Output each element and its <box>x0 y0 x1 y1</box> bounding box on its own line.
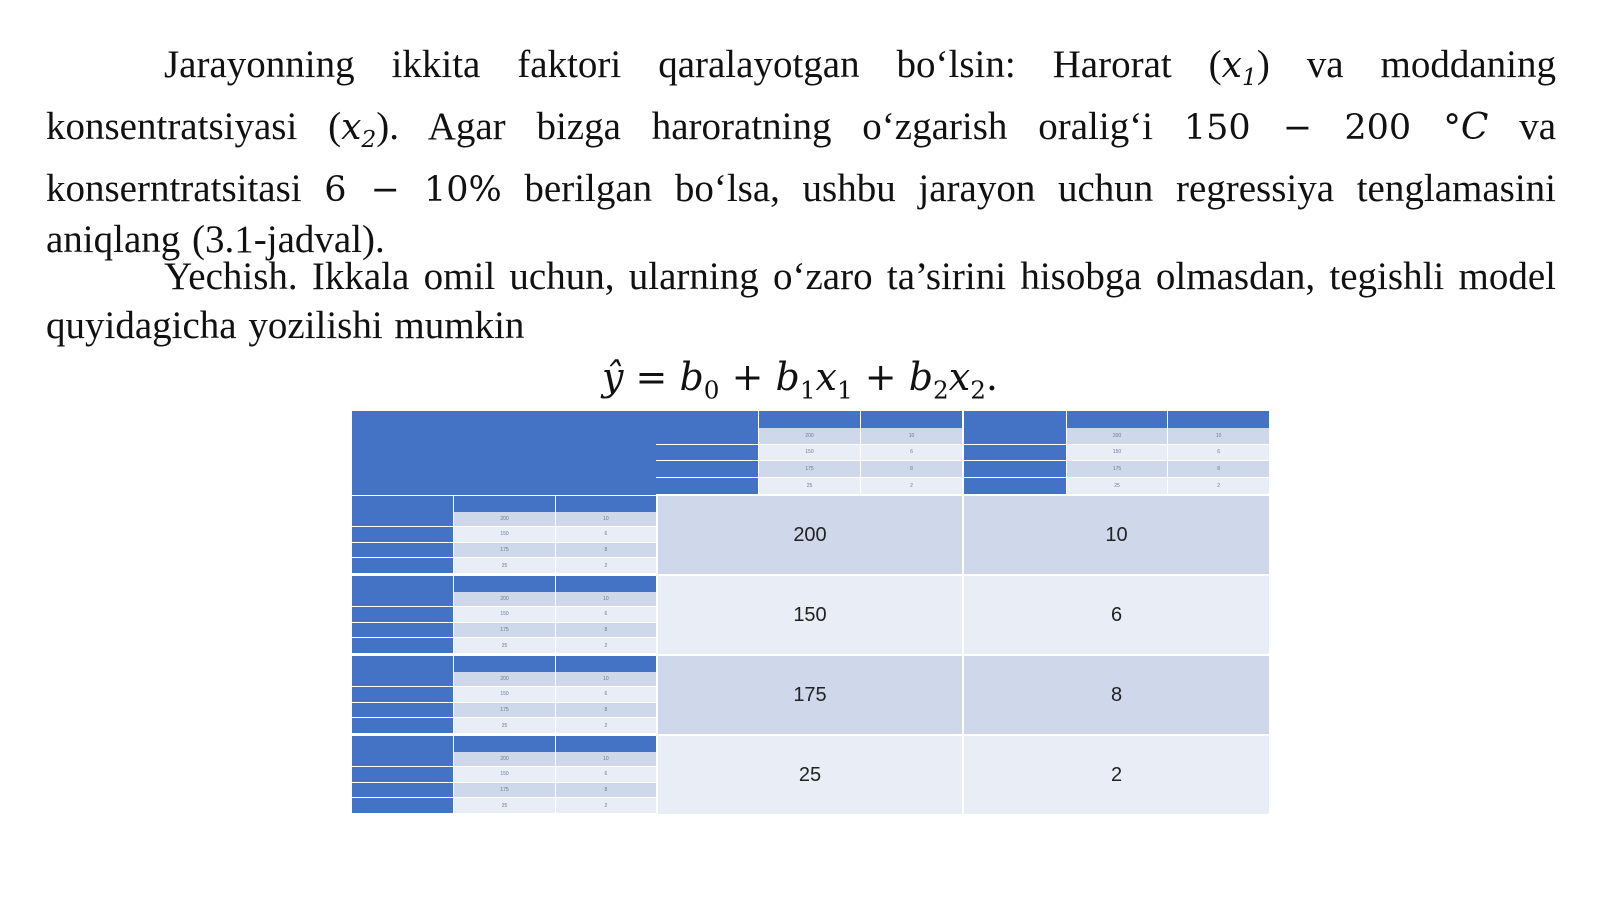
table-corner-header <box>352 411 656 495</box>
thumb-value-cell: 25 <box>453 558 554 574</box>
thumb-value-cell: 2 <box>555 638 656 654</box>
thumb-header-cell <box>1167 411 1269 428</box>
thumb-row-label <box>352 592 453 608</box>
thumb-row-label <box>352 543 453 559</box>
text-run: ). Agar bizga haroratning o‘zgarish oralig‘i <box>376 105 1184 149</box>
cell-x1-value: 175 <box>658 656 962 734</box>
thumb-value-cell: 150 <box>453 527 554 543</box>
cell-x1-value: 25 <box>658 736 962 814</box>
thumb-value-cell: 175 <box>453 703 554 719</box>
thumb-row-label <box>352 638 453 654</box>
thumb-value-cell: 175 <box>453 783 554 799</box>
thumb-header-cell <box>453 496 554 512</box>
thumb-row-label <box>656 428 758 445</box>
thumb-row-label <box>352 558 453 574</box>
thumb-row-label <box>964 478 1066 495</box>
thumb-header-cell <box>352 576 453 592</box>
cell-x2-value: 10 <box>964 496 1269 574</box>
thumb-value-cell: 6 <box>555 527 656 543</box>
thumb-value-cell: 150 <box>758 445 860 462</box>
nested-table-thumbnail <box>352 576 656 654</box>
factor-table <box>352 411 1269 816</box>
thumb-value-cell: 8 <box>555 543 656 559</box>
regression-formula: ŷ = $b_0 + b_1x_1 + b_2x_2$. <box>601 355 998 405</box>
thumb-value-cell: 150 <box>453 767 554 783</box>
thumb-value-cell: 6 <box>860 445 962 462</box>
concentration-range: 6 − 10% <box>324 170 502 211</box>
thumb-row-label <box>656 445 758 462</box>
thumb-value-cell: 150 <box>453 607 554 623</box>
solution-paragraph <box>46 252 1556 350</box>
thumb-value-cell: 200 <box>1066 428 1168 445</box>
thumb-row-label <box>352 798 453 814</box>
var-x2: $x_2$ <box>341 107 377 154</box>
thumb-value-cell: 6 <box>555 767 656 783</box>
thumb-header-cell <box>860 411 962 428</box>
thumb-value-cell: 8 <box>555 623 656 639</box>
thumb-row-label <box>656 461 758 478</box>
thumb-header-cell <box>453 576 554 592</box>
text-run: Yechish. Ikkala omil uchun, ularning o‘zaro ta’sirini hisobga olmasdan, tegishli model quyidagicha yozilishi mumkin <box>46 255 1556 347</box>
thumb-header-cell <box>555 736 656 752</box>
cell-x1-value: 200 <box>658 496 962 574</box>
nested-table-thumbnail <box>964 411 1269 495</box>
thumb-row-label <box>964 428 1066 445</box>
thumb-row-label <box>352 672 453 688</box>
thumb-value-cell: 25 <box>453 638 554 654</box>
thumb-value-cell: 150 <box>1066 445 1168 462</box>
thumb-value-cell: 175 <box>1066 461 1168 478</box>
thumb-value-cell: 175 <box>453 543 554 559</box>
var-x1: $x_1$ <box>1221 45 1257 92</box>
thumb-header-cell <box>758 411 860 428</box>
thumb-value-cell: 200 <box>453 672 554 688</box>
thumb-value-cell: 25 <box>453 798 554 814</box>
nested-table-thumbnail <box>352 656 656 734</box>
thumb-value-cell: 200 <box>453 512 554 528</box>
nested-table-thumbnail <box>352 496 656 574</box>
thumb-row-label <box>352 527 453 543</box>
thumb-value-cell: 2 <box>555 718 656 734</box>
thumb-value-cell: 25 <box>453 718 554 734</box>
cell-x2-value: 2 <box>964 736 1269 814</box>
thumb-row-label <box>352 718 453 734</box>
thumb-value-cell: 200 <box>453 592 554 608</box>
temperature-range: 150 − 200 °C <box>1183 107 1489 149</box>
thumb-value-cell: 6 <box>555 607 656 623</box>
cell-x2-value: 8 <box>964 656 1269 734</box>
cell-x1-value: 150 <box>658 576 962 654</box>
thumb-value-cell: 8 <box>555 783 656 799</box>
thumb-value-cell: 150 <box>453 687 554 703</box>
thumb-header-cell <box>453 736 554 752</box>
y-hat: ŷ <box>601 355 624 399</box>
thumb-header-cell <box>1066 411 1168 428</box>
thumb-value-cell: 6 <box>1167 445 1269 462</box>
thumb-row-label <box>352 623 453 639</box>
text-run: va konserntratsitasi <box>46 105 1557 211</box>
thumb-row-label <box>964 461 1066 478</box>
text-run: ) va moddaning konsentratsiyasi ( <box>46 43 1557 149</box>
thumb-row-label <box>352 687 453 703</box>
thumb-row-label <box>656 478 758 495</box>
thumb-header-cell <box>352 656 453 672</box>
thumb-value-cell: 10 <box>555 592 656 608</box>
thumb-header-cell <box>964 411 1066 428</box>
thumb-value-cell: 2 <box>1167 478 1269 495</box>
thumb-header-cell <box>453 656 554 672</box>
thumb-value-cell: 200 <box>453 752 554 768</box>
thumb-row-label <box>352 607 453 623</box>
thumb-value-cell: 10 <box>555 512 656 528</box>
thumb-header-cell <box>656 411 758 428</box>
thumb-value-cell: 10 <box>555 672 656 688</box>
thumb-value-cell: 200 <box>758 428 860 445</box>
thumb-value-cell: 175 <box>758 461 860 478</box>
thumb-value-cell: 10 <box>555 752 656 768</box>
thumb-header-cell <box>352 496 453 512</box>
text-run: berilgan bo‘lsa, ushbu jarayon uchun regressiya tenglamasini aniqlang (3.1-jadval). <box>46 167 1557 262</box>
nested-table-thumbnail <box>352 736 656 814</box>
thumb-value-cell: 2 <box>860 478 962 495</box>
thumb-row-label <box>352 752 453 768</box>
thumb-header-cell <box>352 736 453 752</box>
text-run: Jarayonning ikkita faktori qaralayotgan bo‘lsin: Harorat ( <box>164 43 1222 86</box>
thumb-row-label <box>352 512 453 528</box>
thumb-value-cell: 2 <box>555 798 656 814</box>
nested-table-thumbnail <box>656 411 962 495</box>
thumb-header-cell <box>555 656 656 672</box>
thumb-header-cell <box>555 496 656 512</box>
thumb-value-cell: 8 <box>555 703 656 719</box>
thumb-value-cell: 6 <box>555 687 656 703</box>
problem-paragraph <box>46 40 1556 264</box>
thumb-value-cell: 2 <box>555 558 656 574</box>
cell-x2-value: 6 <box>964 576 1269 654</box>
thumb-value-cell: 25 <box>758 478 860 495</box>
thumb-value-cell: 8 <box>1167 461 1269 478</box>
thumb-row-label <box>964 445 1066 462</box>
thumb-row-label <box>352 783 453 799</box>
thumb-value-cell: 175 <box>453 623 554 639</box>
thumb-value-cell: 25 <box>1066 478 1168 495</box>
thumb-value-cell: 10 <box>860 428 962 445</box>
thumb-value-cell: 10 <box>1167 428 1269 445</box>
thumb-row-label <box>352 767 453 783</box>
thumb-value-cell: 8 <box>860 461 962 478</box>
thumb-row-label <box>352 703 453 719</box>
thumb-header-cell <box>555 576 656 592</box>
